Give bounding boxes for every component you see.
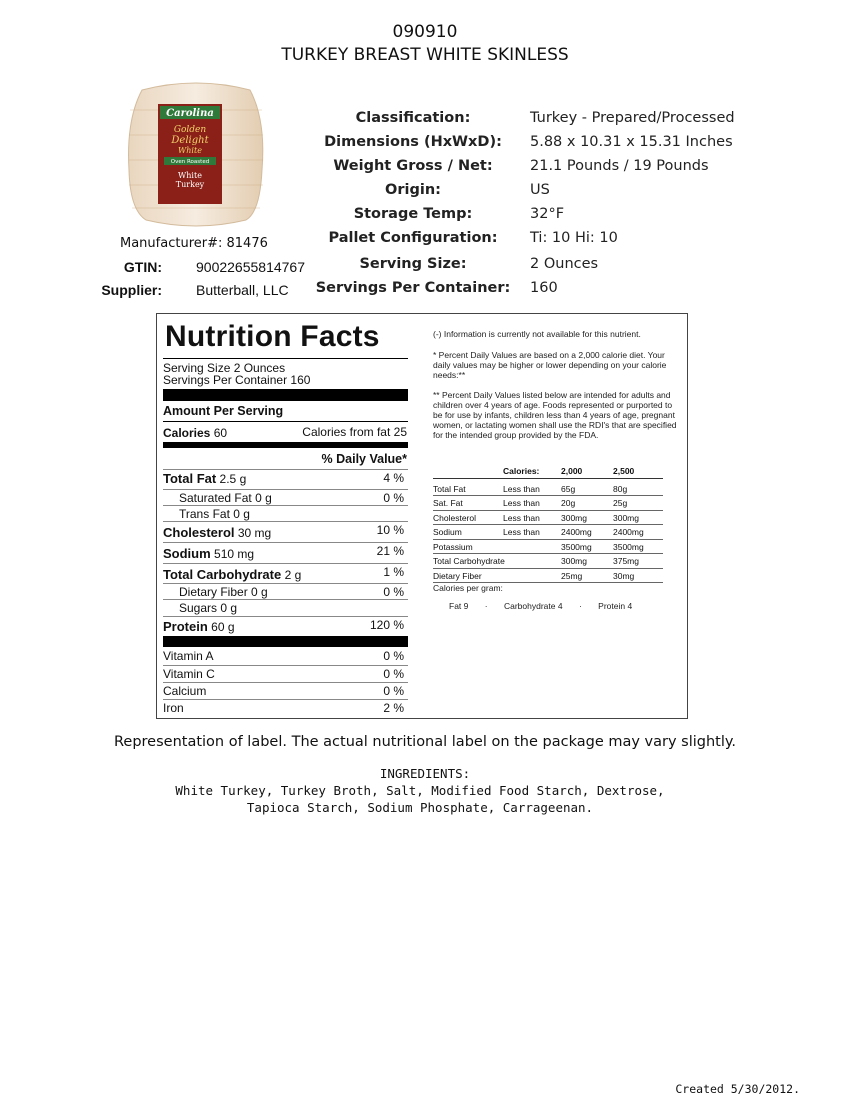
spec-row [300, 182, 800, 206]
dv-cell: 80g [613, 483, 628, 494]
manufacturer-label: Manufacturer#: [120, 236, 223, 251]
nutrient-row [163, 521, 408, 539]
medium-divider [163, 442, 408, 448]
separator: · [578, 601, 582, 611]
dv-cell: 3500mg [613, 541, 644, 552]
dv-cell: 65g [561, 483, 576, 494]
dv-cell: 300mg [613, 512, 639, 523]
manufacturer-value: 81476 [226, 236, 268, 251]
vitamin-dv: 0 % [383, 667, 404, 681]
nutrient-row [163, 616, 408, 634]
spec-row [300, 110, 800, 134]
spec-value: US [530, 182, 550, 198]
svg-text:Oven Roasted: Oven Roasted [170, 159, 210, 165]
product-name: TURKEY BREAST WHITE SKINLESS [281, 45, 569, 65]
dv-table-row [433, 554, 663, 569]
nutrient-amount: 0 g [255, 491, 272, 505]
vitamin-name: Vitamin A [163, 649, 214, 663]
calories-per-gram [449, 601, 699, 611]
spec-value: 160 [530, 280, 558, 296]
calories-line [163, 426, 227, 440]
spec-label: Servings Per Container: [315, 280, 511, 296]
nutrient-amount: 2.5 g [219, 472, 247, 486]
spec-label: Classification: [355, 110, 471, 126]
daily-value-table [433, 464, 663, 583]
nutrient-dv: 1 % [383, 565, 404, 579]
vitamin-dv: 2 % [383, 701, 404, 715]
dv-cell: Cholesterol [433, 512, 476, 523]
nutrient-dv: 120 % [369, 618, 404, 632]
spec-value: 2 Ounces [530, 256, 599, 272]
dv-cell: Less than [503, 512, 540, 523]
dv-cell: 2400mg [561, 527, 592, 537]
nutrient-amount: 510 mg [214, 547, 255, 561]
dv-table-header [433, 464, 663, 479]
dv-cell: Less than [503, 527, 540, 537]
separator: · [484, 601, 488, 611]
ingredients-list: White Turkey, Turkey Broth, Salt, Modified Food Starch, Dextrose, Tapioca Starch, Sodium Phosphate, Carrageenan. [175, 783, 665, 815]
spec-value: Ti: 10 Hi: 10 [530, 230, 618, 246]
dv-cell: 25g [613, 498, 628, 508]
nutrient-name: Cholesterol [163, 525, 235, 540]
nutrient-row [163, 542, 408, 560]
nutrient-dv: 0 % [383, 585, 404, 599]
nutrient-amount: 0 g [220, 601, 238, 615]
label-disclaimer: Representation of label. The actual nutritional label on the package may vary slightly. [113, 734, 737, 750]
dv-cell: 30mg [613, 570, 635, 581]
spec-label: Origin: [385, 182, 441, 198]
dv-header-cell: Calories: [503, 466, 540, 476]
nutrient-name: Total Carbohydrate [163, 567, 282, 582]
dv-cell: 25mg [561, 570, 583, 581]
spec-value: Turkey - Prepared/Processed [530, 110, 735, 126]
calories-label: Calories [163, 426, 211, 440]
spec-value: 21.1 Pounds / 19 Pounds [530, 158, 709, 174]
nutrient-name: Protein [163, 619, 208, 634]
vitamin-name: Calcium [163, 684, 207, 698]
nutrient-amount: 0 g [233, 507, 250, 521]
note-not-available: (-) Information is currently not available for this nutrient. [433, 329, 641, 339]
svg-text:Golden: Golden [173, 125, 207, 135]
dv-table-row [433, 525, 663, 540]
nutrition-facts-title: Nutrition Facts [165, 320, 380, 353]
svg-text:White: White [178, 171, 202, 180]
nutrient-name: Dietary Fiber [179, 585, 248, 599]
nutrient-name: Sugars [179, 601, 218, 615]
nutrient-dv: 0 % [383, 491, 404, 505]
dv-table-row [433, 496, 663, 511]
gtin-value: 90022655814767 [196, 259, 306, 275]
dv-table-row [433, 482, 663, 497]
vitamin-dv: 0 % [383, 684, 404, 698]
divider [163, 358, 408, 359]
nutrient-amount: 0 g [251, 585, 268, 599]
calories-value: 60 [213, 426, 228, 440]
spec-row [300, 158, 800, 182]
spec-label: Storage Temp: [353, 206, 473, 222]
dv-cell: Dietary Fiber [433, 570, 482, 581]
nutrient-dv: 21 % [376, 544, 404, 558]
manufacturer-number [120, 236, 268, 251]
cal-per-gram-carb: Carbohydrate 4 [503, 601, 563, 611]
dv-cell: Sodium [433, 527, 462, 537]
vitamin-name: Vitamin C [163, 667, 215, 681]
dv-cell: 20g [561, 498, 576, 508]
vitamin-name: Iron [163, 701, 184, 715]
nutrient-name: Total Fat [163, 471, 217, 486]
spec-label: Weight Gross / Net: [333, 158, 493, 174]
dv-cell: 300mg [561, 512, 587, 523]
daily-value-header: % Daily Value* [321, 452, 407, 466]
nutrient-name: Trans Fat [179, 507, 230, 521]
dv-cell: 375mg [613, 556, 639, 566]
amount-per-serving: Amount Per Serving [163, 404, 284, 418]
product-image [120, 80, 272, 230]
dv-cell: Total Carbohydrate [433, 556, 505, 566]
vitamin-row [163, 665, 408, 683]
note-rdi: ** Percent Daily Values listed below are intended for adults and children over 4 years of age. Foods represented or purported to be for use by infants, children less than 4 years of age, pregnant women, or lactating women shall use the RDI's that are specified for the intended group provided by the FDA. [433, 390, 677, 440]
spec-row [300, 230, 800, 254]
nutrient-amount: 60 g [211, 620, 235, 634]
calories-from-fat: Calories from fat 25 [302, 425, 407, 439]
svg-text:White: White [178, 146, 202, 155]
vitamin-row [163, 699, 408, 717]
nutrient-amount: 30 mg [237, 526, 272, 540]
svg-text:Carolina: Carolina [166, 108, 214, 119]
spec-label: Pallet Configuration: [328, 230, 498, 246]
spec-row [300, 256, 800, 280]
vitamin-row [163, 682, 408, 700]
nutrient-row [163, 563, 408, 581]
supplier-label: Supplier: [101, 282, 162, 298]
nutrient-dv: 10 % [376, 523, 404, 537]
dv-header-cell: 2,000 [561, 466, 583, 476]
spec-row [300, 280, 800, 304]
nutrition-facts-panel [156, 313, 688, 719]
supplier-value: Butterball, LLC [196, 282, 289, 298]
nutrient-dv: 4 % [383, 471, 404, 485]
nutrient-name: Saturated Fat [179, 491, 252, 505]
dv-cell: Total Fat [433, 483, 466, 494]
nutrient-name: Sodium [163, 546, 211, 561]
dv-cell: Sat. Fat [433, 498, 463, 508]
servings-per-container: Servings Per Container 160 [163, 373, 311, 387]
thick-divider [163, 636, 408, 647]
spec-label: Serving Size: [359, 256, 467, 272]
spec-value: 32°F [530, 206, 565, 222]
dv-header-cell: 2,500 [613, 466, 635, 476]
svg-text:Delight: Delight [171, 135, 209, 146]
dv-table-row [433, 511, 663, 526]
thick-divider [163, 389, 408, 401]
dv-cell: 3500mg [561, 541, 592, 552]
dv-cell: Potassium [433, 541, 473, 552]
nutrient-row [163, 599, 408, 617]
nutrient-amount: 2 g [284, 568, 302, 582]
note-percent-daily-value: * Percent Daily Values are based on a 2,000 calorie diet. Your daily values may be higher or lower depending on your calorie needs:** [433, 350, 667, 380]
dv-cell: 300mg [561, 556, 587, 566]
dv-table-row [433, 540, 663, 555]
dv-table-row [433, 569, 663, 584]
dv-cell: 2400mg [613, 527, 644, 537]
dv-cell: Less than [503, 483, 540, 494]
product-code: 090910 [392, 22, 458, 42]
spec-row [300, 134, 800, 158]
nutrient-row [163, 469, 408, 487]
divider [163, 421, 408, 422]
svg-text:Turkey: Turkey [175, 180, 205, 189]
ingredients-heading: INGREDIENTS: [379, 766, 471, 781]
serving-size: Serving Size 2 Ounces [163, 361, 286, 375]
created-date: Created 5/30/2012. [675, 1082, 800, 1096]
vitamin-dv: 0 % [383, 649, 404, 663]
cal-per-gram-fat: Fat 9 [449, 601, 469, 611]
spec-row [300, 206, 800, 230]
spec-label: Dimensions (HxWxD): [324, 134, 502, 150]
vitamin-row [163, 648, 408, 665]
spec-value: 5.88 x 10.31 x 15.31 Inches [530, 134, 733, 150]
dv-cell: Less than [503, 498, 540, 508]
cal-per-gram-protein: Protein 4 [598, 601, 633, 611]
gtin-label: GTIN: [123, 259, 162, 275]
calories-per-gram-label: Calories per gram: [433, 583, 503, 593]
